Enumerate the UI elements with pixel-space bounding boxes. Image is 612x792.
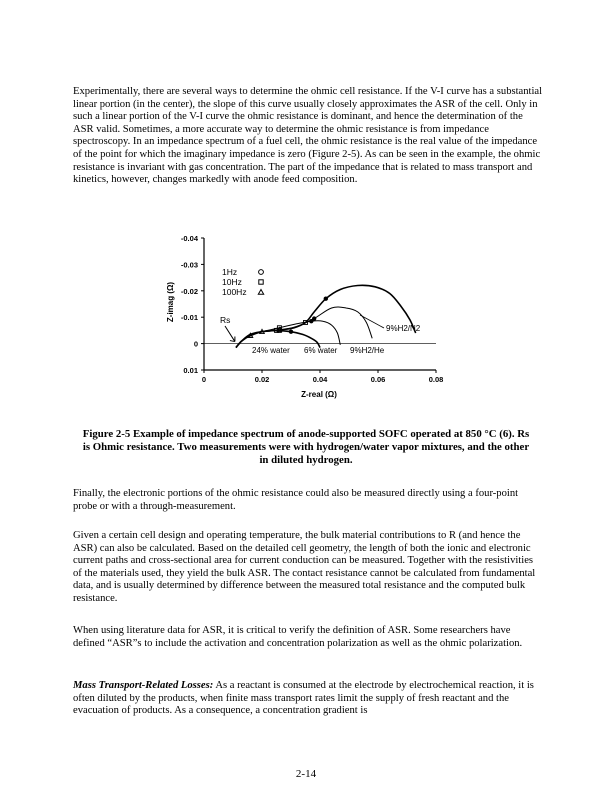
intro-paragraph: Experimentally, there are several ways to determine the ohmic cell resistance. If the V-I curve has a substantial linear portion (in the center), the slope of this curve usually closely approximates the ASR of the cell. Only in such a linear portion of the V-I curve the ohmic resistance is dominant, and hence the determination of the ASR valid. Sometimes, a more accurate way to determine the ohmic resistance is from impedance spectroscopy. In an impedance spectrum of a fuel cell, the ohmic resistance is the real value of the impedance of the point for which the imaginary impedance is zero (Figure 2-5). As can be seen in the example, the ohmic resistance is invariant with gas concentration. The part of the impedance that is related to mass transport and kinetics, however, changes markedly with anode feed composition. [73, 86, 543, 186]
x-tick-label: 0 [201, 375, 207, 384]
h2n2-leader [360, 315, 384, 328]
y-tick-label: 0 [193, 339, 198, 349]
water24-label: 24% water [252, 346, 290, 355]
x-tick-label: 0.08 [428, 375, 444, 384]
y-axis-label: Z-imag (Ω) [166, 281, 175, 323]
asr-definition-paragraph: When using literature data for ASR, it is critical to verify the definition of ASR. Some researchers have defined “ASR”s to include the activation and concentration polarization as well as the ohmic polarization. [73, 625, 523, 649]
mass-transport-paragraph [73, 680, 543, 718]
legend-label-10hz: 10Hz [222, 277, 242, 287]
legend-label-100hz: 100Hz [222, 287, 247, 297]
figure-caption: Figure 2-5 Example of impedance spectrum of anode-supported SOFC operated at 850 °C (6). Rs is Ohmic resistance. Two measurements were with hydrogen/water vapor mixtures, and the other in diluted hydrogen. [82, 428, 530, 466]
h2he-label: 9%H2/He [350, 346, 385, 355]
x-tick-label: 0.06 [370, 375, 386, 384]
legend-label-1hz: 1Hz [222, 267, 238, 277]
legend-marker-circle [259, 270, 264, 275]
impedance-spectrum-figure [150, 222, 470, 422]
series-4-marker-1hz [324, 297, 328, 301]
x-axis-label: Z-real (Ω) [301, 390, 337, 399]
series-1-marker-1hz [289, 330, 293, 334]
y-tick-label: -0.03 [180, 260, 198, 270]
y-tick-label: -0.02 [180, 286, 198, 296]
y-tick-label: 0.01 [183, 366, 198, 375]
series-line-3 [236, 307, 372, 348]
water6-label: 6% water [304, 346, 338, 355]
electronic-resistance-paragraph: Finally, the electronic portions of the ohmic resistance could also be measured directly using a four-point probe or with a through-measurement. [73, 488, 519, 512]
page-number: 2-14 [295, 768, 317, 780]
legend-marker-triangle [258, 290, 263, 295]
h2n2-label: 9%H2/N2 [386, 324, 421, 333]
y-tick-label: -0.01 [180, 313, 198, 323]
legend-marker-square [259, 280, 263, 284]
y-tick-label: -0.04 [180, 234, 198, 243]
mass-transport-text: As a reactant is consumed at the electrode by electrochemical reaction, it is often diluted by the products, when finite mass transport rates limit the supply of fresh reactant and the evacuation of products. As a consequence, a concentration gradient is [73, 680, 534, 717]
x-tick-label: 0.04 [312, 375, 328, 384]
bulk-asr-paragraph: Given a certain cell design and operating temperature, the bulk material contributions to R (and hence the ASR) can also be calculated. Based on the detailed cell geometry, the length of both the ionic and electronic current paths and cross-sectional area for current conduction can be measured. Together with the resistivities of the materials used, they yield the bulk ASR. The contact resistance cannot be calculated from fundamental data, and is usually determined by difference between the measured total resistance and the computed bulk resistance. [73, 530, 536, 604]
series-3-marker-1hz [312, 316, 316, 320]
impedance-chart [150, 222, 470, 422]
rs-label: Rs [220, 315, 231, 325]
mass-transport-heading: Mass Transport-Related Losses: [73, 680, 214, 691]
rs-arrow [225, 326, 235, 342]
x-tick-label: 0.02 [254, 375, 270, 384]
